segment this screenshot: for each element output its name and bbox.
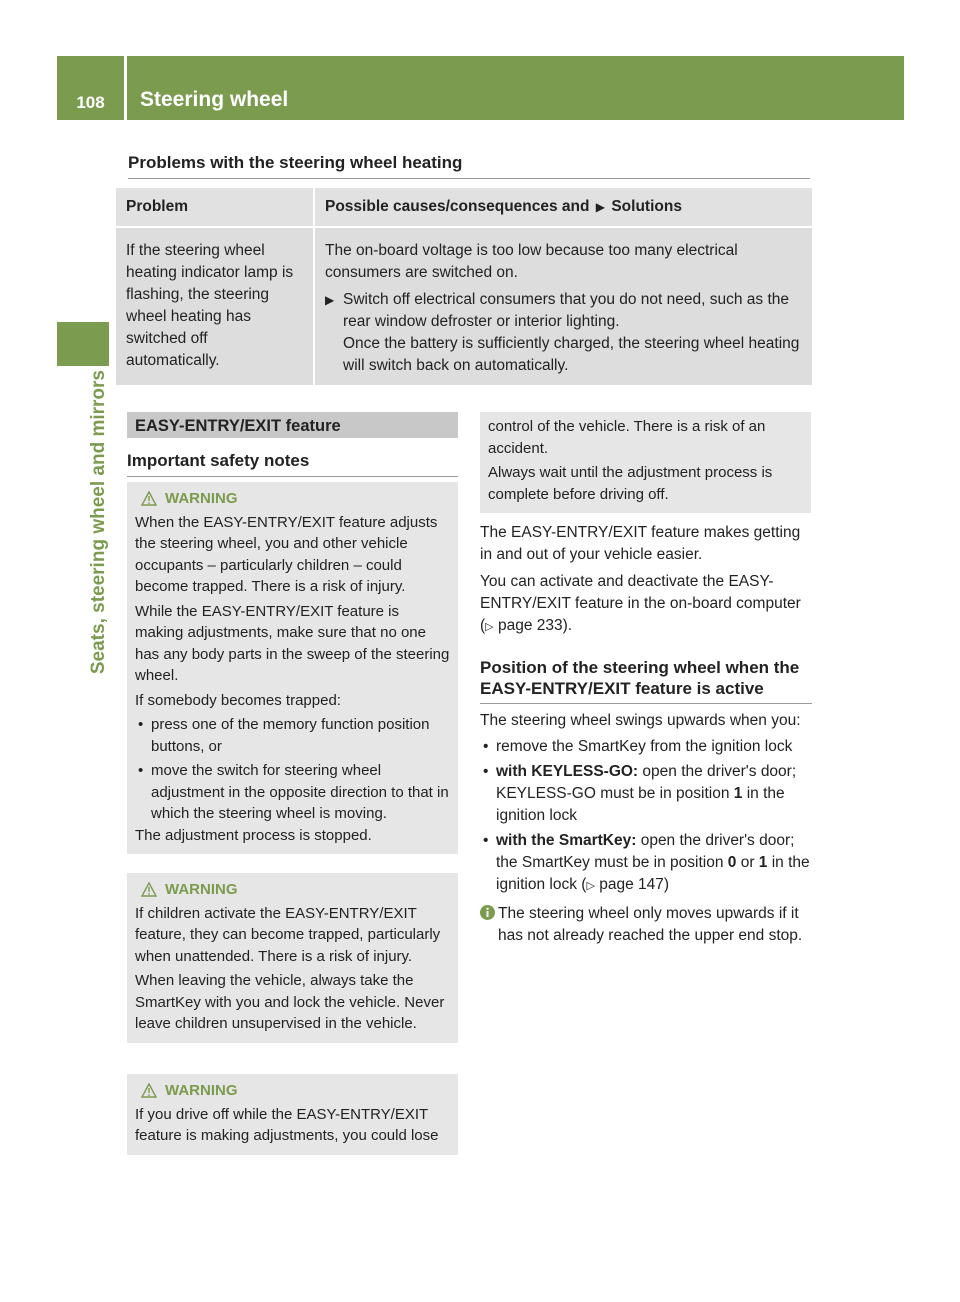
intro-text: [480, 522, 812, 638]
position-intro: The steering wheel swings upwards when you:: [480, 712, 801, 729]
chapter-tab: [57, 322, 109, 366]
list-item: [480, 761, 812, 827]
page-title: Steering wheel: [140, 88, 289, 111]
smartkey-label: with the SmartKey:: [496, 832, 637, 849]
smartkey-text-a: open the driver's door; the SmartKey must be in position: [496, 832, 795, 871]
warning1-p3: If somebody becomes trapped:: [135, 691, 341, 709]
warning2-p2: When leaving the vehicle, always take the SmartKey with you and lock the vehicle. Never leave children unsupervised in the vehicle.: [135, 972, 445, 1032]
problems-table: [114, 186, 814, 387]
info-icon: [480, 905, 495, 920]
cause-text: The on-board voltage is too low because too many electrical consumers are switched on.: [325, 242, 738, 281]
column-header-problem: Problem: [116, 188, 313, 226]
column-header-solutions: [315, 188, 812, 226]
column-header-solutions-pre: Possible causes/consequences and: [325, 198, 590, 215]
warning1-p1: When the EASY-ENTRY/EXIT feature adjusts the steering wheel, you and other vehicle occupants – particularly children – could become trapped. There is a risk of injury.: [135, 513, 438, 595]
table-cell-solution: [315, 228, 812, 385]
chapter-label: Seats, steering wheel and mirrors: [88, 370, 109, 675]
column-header-solutions-post: Solutions: [611, 198, 682, 215]
table-row: [116, 228, 812, 385]
info-note: [480, 903, 812, 947]
warning-box-continued: [480, 412, 811, 513]
warning2-p1: If children activate the EASY-ENTRY/EXIT feature, they can become trapped, particularly when unattended. There is a risk of injury.: [135, 904, 441, 965]
warning-label: WARNING: [165, 490, 238, 507]
list-item: • press one of the memory function position buttons, or: [135, 714, 450, 757]
warning-label: WARNING: [165, 1082, 238, 1099]
arrow-right-icon: ▶: [325, 293, 335, 307]
warning-box-1: [127, 482, 458, 854]
arrow-right-icon: ▶: [595, 200, 606, 214]
warning1-p2: While the EASY-ENTRY/EXIT feature is making adjustments, make sure that no one has any body parts in the sweep of the steering wheel.: [135, 602, 450, 684]
warning-triangle-icon: [141, 1083, 157, 1098]
warning-box-2: [127, 873, 458, 1043]
continued-p2: Always wait until the adjustment process is complete before driving off.: [488, 464, 773, 503]
position-number: 1: [733, 785, 743, 802]
intro-p1: The EASY-ENTRY/EXIT feature makes getting in and out of your vehicle easier.: [480, 524, 801, 563]
intro-p2-text: You can activate and deactivate the EASY-ENTRY/EXIT feature in the on-board computer (: [480, 573, 801, 634]
position-heading-wrap: [480, 657, 812, 704]
smartkey-text-b: in the ignition lock (: [496, 854, 810, 893]
page-ref-arrow-icon: ▷: [485, 621, 494, 633]
position-heading: Position of the steering wheel when the EASY-ENTRY/EXIT feature is active: [480, 657, 812, 704]
keyless-go-text-a: open the driver's door; KEYLESS-GO must be in position: [496, 763, 797, 802]
page-ref-233[interactable]: page 233).: [497, 617, 573, 634]
warning-triangle-icon: [141, 882, 157, 897]
page-ref-arrow-icon: ▷: [586, 880, 595, 892]
position-number: 1: [758, 854, 768, 871]
position-section: [480, 710, 812, 947]
section-heading-text: EASY-ENTRY/EXIT feature: [135, 417, 341, 435]
info-note-text: The steering wheel only moves upwards if it has not already reached the upper end stop.: [498, 905, 803, 944]
warning1-p4: The adjustment process is stopped.: [135, 826, 372, 844]
section-heading: [127, 412, 458, 438]
warning-box-3: [127, 1074, 458, 1155]
position-number: 0: [727, 854, 737, 871]
warning-header: [135, 879, 450, 901]
safety-notes-heading-wrap: [127, 450, 458, 477]
page-ref-147[interactable]: page 147): [599, 876, 670, 893]
header-divider: [124, 56, 127, 120]
safety-notes-heading: Important safety notes: [127, 450, 458, 477]
warning3-p1: If you drive off while the EASY-ENTRY/EXIT feature is making adjustments, you could lose: [135, 1105, 439, 1144]
continued-p1: control of the vehicle. There is a risk of an accident.: [488, 418, 766, 457]
warning-header: [135, 488, 450, 510]
table-title: Problems with the steering wheel heating: [128, 152, 810, 179]
list-item: • remove the SmartKey from the ignition lock: [480, 736, 812, 758]
smartkey-or: or: [736, 854, 759, 871]
warning-header: [135, 1080, 450, 1102]
keyless-go-label: with KEYLESS-GO:: [496, 763, 639, 780]
intro-p2: [480, 571, 812, 638]
warning-label: WARNING: [165, 881, 238, 898]
warning-triangle-icon: [141, 491, 157, 506]
solution-step: [325, 289, 804, 377]
table-header-row: [116, 188, 812, 226]
list-item: [480, 830, 812, 897]
list-item: • move the switch for steering wheel adjustment in the opposite direction to that in which the steering wheel is moving.: [135, 760, 450, 825]
table-cell-problem: If the steering wheel heating indicator lamp is flashing, the steering wheel heating has switched off automatically.: [116, 228, 313, 385]
keyless-go-text-b: in the ignition lock: [496, 785, 785, 824]
solution-step-note: Once the battery is sufficiently charged, the steering wheel heating will switch back on automatically.: [343, 335, 800, 374]
solution-step-text: Switch off electrical consumers that you do not need, such as the rear window defroster or interior lighting.: [343, 291, 790, 330]
page-number: 108: [76, 93, 105, 112]
